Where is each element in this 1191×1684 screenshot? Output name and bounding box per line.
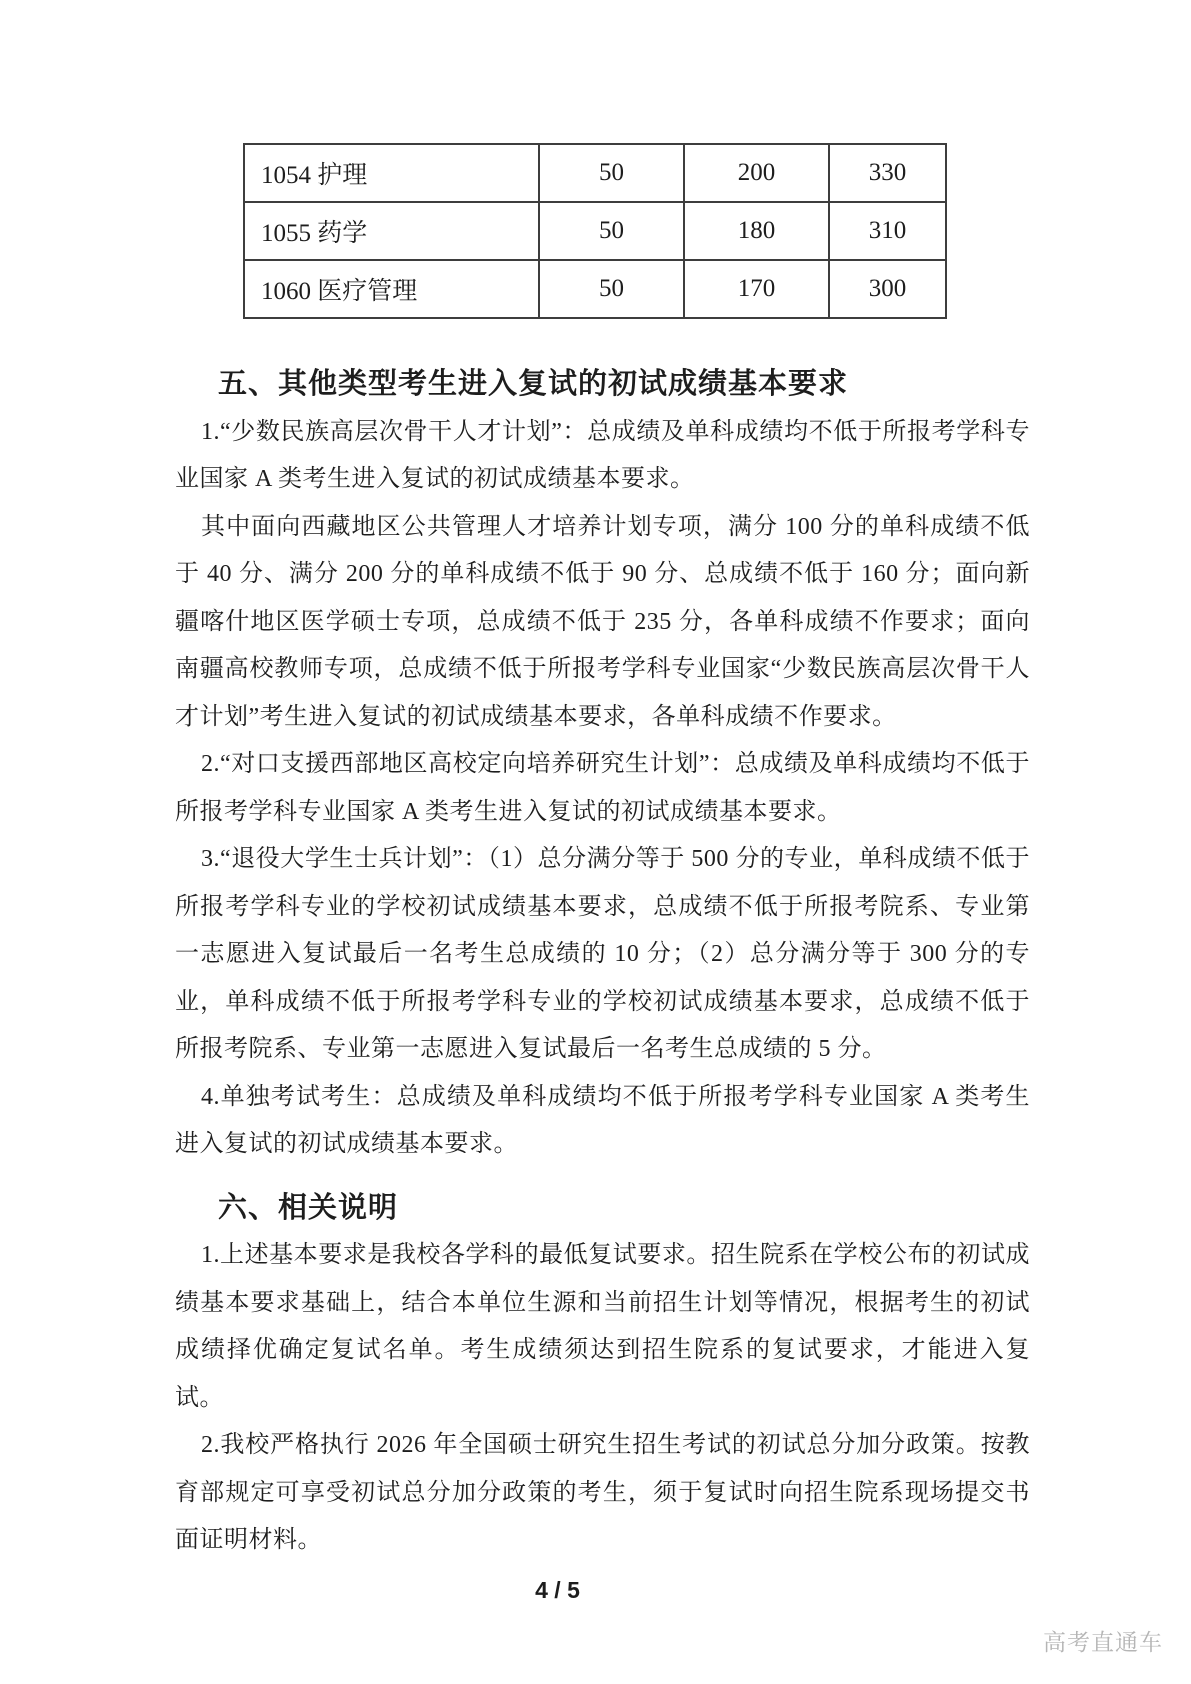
- single-subject-score-cell: 50: [539, 260, 684, 318]
- section-5-heading: 五、其他类型考生进入复试的初试成绩基本要求: [218, 368, 849, 400]
- single-subject-score-cell: 50: [539, 144, 684, 202]
- table-row: [244, 202, 946, 260]
- section-5-paragraph-4: 3.“退役大学生士兵计划”：（1）总分满分等于 500 分的专业，单科成绩不低于所报考学科专业的学校初试成绩基本要求，总成绩不低于所报考院系、专业第一志愿进入复试最后一名考生总成绩的 10 分；（2）总分满分等于 300 分的专业，单科成绩不低于所报考学科专业的学校初试成绩基本要求，总成绩不低于所报考院系、专业第一志愿进入复试最后一名考生总成绩的 5 分。: [175, 846, 1030, 1062]
- table-row: [244, 144, 946, 202]
- major-name-cell: 1055 药学: [244, 202, 539, 260]
- comprehensive-score-cell: 180: [684, 202, 829, 260]
- document-content: [175, 143, 1030, 1604]
- section-5-paragraph-2: 其中面向西藏地区公共管理人才培养计划专项，满分 100 分的单科成绩不低于 40 分、满分 200 分的单科成绩不低于 90 分、总成绩不低于 160 分；面向新疆喀什地区医学硕士专项，总成绩不低于 235 分，各单科成绩不作要求；面向南疆高校教师专项，总成绩不低于所报考学科专业国家“少数民族高层次骨干人才计划”考生进入复试的初试成绩基本要求，各单科成绩不作要求。: [175, 513, 1030, 730]
- total-score-cell: 310: [829, 202, 946, 260]
- section-6-paragraph-1: 1.上述基本要求是我校各学科的最低复试要求。招生院系在学校公布的初试成绩基本要求基础上，结合本单位生源和当前招生计划等情况，根据考生的初试成绩择优确定复试名单。考生成绩须达到招生院系的复试要求，才能进入复试。: [175, 1242, 1030, 1411]
- major-name-cell: 1060 医疗管理: [244, 260, 539, 318]
- section-6-paragraph-2: 2.我校严格执行 2026 年全国硕士研究生招生考试的初试总分加分政策。按教育部规定可享受初试总分加分政策的考生，须于复试时向招生院系现场提交书面证明材料。: [175, 1432, 1030, 1553]
- comprehensive-score-cell: 200: [684, 144, 829, 202]
- watermark-text: 高考直通车: [1043, 1629, 1163, 1655]
- total-score-cell: 300: [829, 260, 946, 318]
- section-5-paragraph-3: 2.“对口支援西部地区高校定向培养研究生计划”：总成绩及单科成绩均不低于所报考学科专业国家 A 类考生进入复试的初试成绩基本要求。: [175, 751, 1030, 825]
- major-name-cell: 1054 护理: [244, 144, 539, 202]
- total-score-cell: 330: [829, 144, 946, 202]
- comprehensive-score-cell: 170: [684, 260, 829, 318]
- section-5-paragraph-5: 4.单独考试考生：总成绩及单科成绩均不低于所报考学科专业国家 A 类考生进入复试的初试成绩基本要求。: [175, 1083, 1030, 1157]
- section-5-paragraph-1: 1.“少数民族高层次骨干人才计划”：总成绩及单科成绩均不低于所报考学科专业国家 A 类考生进入复试的初试成绩基本要求。: [175, 418, 1030, 492]
- table-row: [244, 260, 946, 318]
- single-subject-score-cell: 50: [539, 202, 684, 260]
- page-number: 4 / 5: [535, 1576, 580, 1603]
- section-6-heading: 六、相关说明: [218, 1191, 399, 1224]
- score-table: [243, 143, 947, 319]
